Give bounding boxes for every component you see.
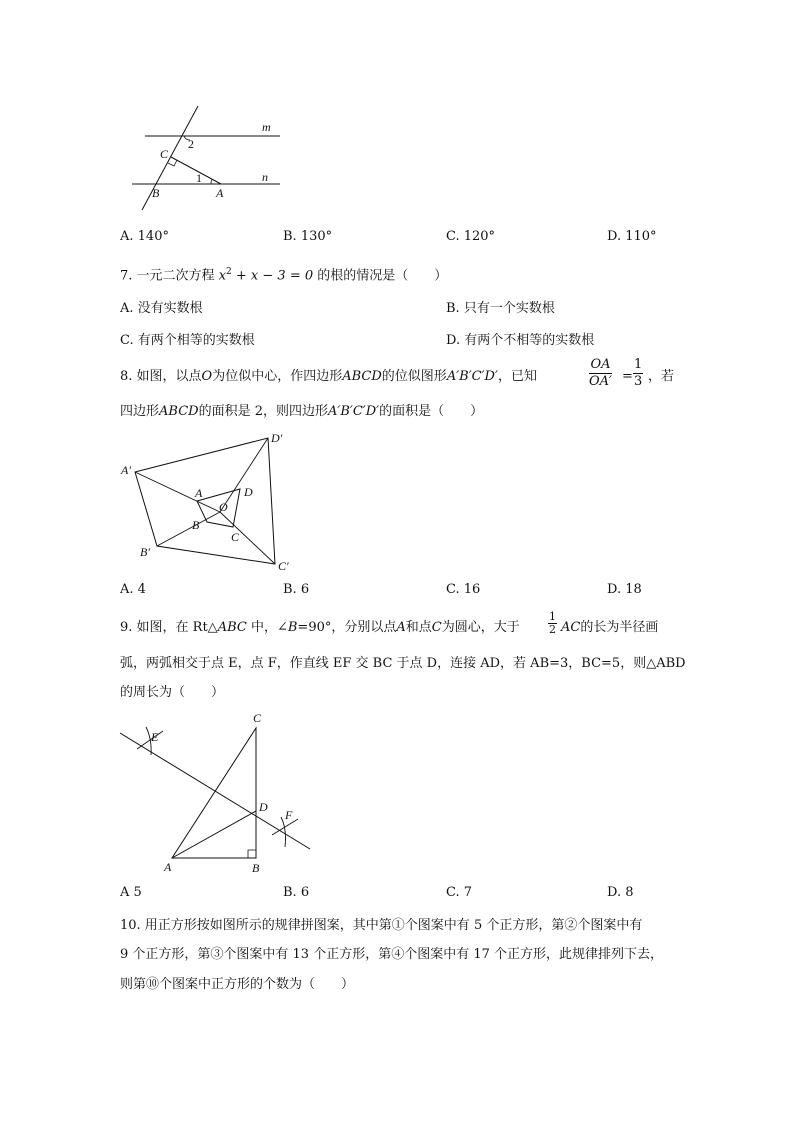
q9-stem-line1-tail xyxy=(561,619,658,637)
label-n: n xyxy=(262,170,268,184)
triangle-abc xyxy=(172,728,256,858)
q8-point-o: O xyxy=(201,369,213,384)
q8-frac1-den: OA′ xyxy=(589,374,612,389)
q9-text-1e: 为圆心，大于 xyxy=(441,620,520,635)
q9-ac: AC xyxy=(561,620,581,635)
q8-fraction-one-third xyxy=(633,357,643,390)
label-a: A xyxy=(195,486,203,500)
label-d: D xyxy=(259,800,268,814)
q7-option-b[interactable]: B. 只有一个实数根 xyxy=(446,301,555,316)
q9-text-1c: =90°，分别以点 xyxy=(297,620,397,635)
q9-point-a: A xyxy=(396,620,406,635)
q9-text-1d: 和点 xyxy=(405,620,432,635)
q9-stem-line1 xyxy=(120,619,520,637)
q8-abcd-2: ABCD xyxy=(159,404,199,419)
q9-point-c: C xyxy=(431,620,442,635)
q8-frac1-num: OA xyxy=(590,357,611,372)
q9-text-1f: 的长为半径画 xyxy=(580,620,659,635)
q8-stem-line1 xyxy=(120,368,537,386)
q8-text-2a: 四边形 xyxy=(120,404,160,419)
q10-stem-line3: 则第⑩个图案中正方形的个数为（ ） xyxy=(120,977,355,992)
q8-figure xyxy=(115,428,305,576)
right-angle-mark xyxy=(168,160,177,166)
label-c-prime: C′ xyxy=(278,559,289,573)
q7-equation-rest: + x − 3 = 0 xyxy=(235,268,314,284)
q9-option-c[interactable]: C. 7 xyxy=(446,885,473,900)
label-b: B xyxy=(252,861,260,875)
label-e: E xyxy=(151,730,159,744)
label-d-prime: D′ xyxy=(271,431,283,445)
q9-figure xyxy=(115,705,320,877)
label-c: C xyxy=(231,530,240,544)
q6-figure xyxy=(120,100,300,220)
outer-quad xyxy=(135,438,275,564)
q8-image-figure: A′B′C′D′ xyxy=(446,369,498,384)
q9-option-d[interactable]: D. 8 xyxy=(607,885,634,900)
q9-option-b[interactable]: B. 6 xyxy=(283,885,310,900)
label-m: m xyxy=(262,120,271,134)
label-f: F xyxy=(285,808,293,822)
q6-option-c[interactable]: C. 120° xyxy=(446,229,496,244)
q8-text-1c: 的位似图形 xyxy=(381,369,447,384)
label-b: B xyxy=(192,518,200,532)
line-ef xyxy=(120,733,310,849)
label-b-prime: B′ xyxy=(140,545,150,559)
q7-prefix: 7. 一元二次方程 xyxy=(120,268,215,284)
q9-stem-line3: 的周长为（ ） xyxy=(120,685,225,700)
label-a: A xyxy=(164,860,172,874)
q7-suffix: 的根的情况是（ ） xyxy=(317,268,448,284)
q8-frac2-den: 3 xyxy=(634,374,643,389)
q9-stem-line2: 弧，两弧相交于点 E，点 F，作直线 EF 交 BC 于点 D，连接 AD，若 AB=3，BC=5，则△ABD xyxy=(120,656,686,671)
q7-exponent: 2 xyxy=(226,267,232,277)
q9-text-1b: 中，∠ xyxy=(246,620,288,635)
q10-stem-line1: 10. 用正方形按如图所示的规律拼图案，其中第①个图案中有 5 个正方形，第②个图案中有 xyxy=(120,918,643,933)
q6-option-b[interactable]: B. 130° xyxy=(283,229,333,244)
transversal xyxy=(142,106,198,210)
q8-text-1e: ，若 xyxy=(648,369,675,384)
q8-equals: = xyxy=(622,369,633,384)
q7-var-x: x xyxy=(218,268,227,284)
q8-text-1a: 8. 如图，以点 xyxy=(120,369,202,384)
q9-fraction-half xyxy=(548,611,557,636)
q6-option-d[interactable]: D. 110° xyxy=(607,229,657,244)
q8-text-1d: ，已知 xyxy=(497,369,537,384)
q7-option-c[interactable]: C. 有两个相等的实数根 xyxy=(120,333,255,348)
q9-half-num: 1 xyxy=(549,610,556,623)
ray-oc xyxy=(220,512,275,564)
right-angle-b xyxy=(248,850,256,858)
q8-text-2b: 的面积是 2，则四边形 xyxy=(198,404,328,419)
q9-option-a[interactable]: A 5 xyxy=(120,885,142,900)
label-a: A xyxy=(216,186,224,200)
label-d: D xyxy=(244,485,253,499)
q7-option-d[interactable]: D. 有两个不相等的实数根 xyxy=(446,333,595,348)
ray-ob xyxy=(157,512,220,546)
q8-fraction-oa xyxy=(589,357,612,390)
q9-half-den: 2 xyxy=(549,623,556,636)
label-c: C xyxy=(160,147,169,161)
q8-option-b[interactable]: B. 6 xyxy=(283,582,310,597)
q8-abcd: ABCD xyxy=(342,369,382,384)
q8-frac2-num: 1 xyxy=(634,357,643,372)
q8-text-2c: 的面积是（ ） xyxy=(379,404,484,419)
q8-stem-line2 xyxy=(120,403,483,421)
label-angle-2: 2 xyxy=(188,137,194,151)
label-angle-1: 1 xyxy=(196,171,202,185)
q8-option-d[interactable]: D. 18 xyxy=(607,582,642,597)
q9-text-1a: 9. 如图，在 Rt△ xyxy=(120,620,218,635)
q9-angle-b: B xyxy=(287,620,298,635)
angle-1-arc xyxy=(211,179,212,184)
q7-option-a[interactable]: A. 没有实数根 xyxy=(120,301,203,316)
q8-option-c[interactable]: C. 16 xyxy=(446,582,481,597)
q10-stem-line2: 9 个正方形，第③个图案中有 13 个正方形，第④个图案中有 17 个正方形，此规律排列下去， xyxy=(120,947,664,962)
label-b: B xyxy=(152,186,160,200)
q9-abc: ABC xyxy=(217,620,247,635)
label-o: O xyxy=(219,500,228,514)
q8-text-1b: 为位似中心，作四边形 xyxy=(212,369,343,384)
label-c: C xyxy=(253,711,262,725)
q8-image-figure-2: A′B′C′D′ xyxy=(327,404,380,419)
ray-oa xyxy=(135,472,220,512)
label-a-prime: A′ xyxy=(121,463,131,477)
q8-option-a[interactable]: A. 4 xyxy=(120,582,146,597)
q7-stem xyxy=(120,263,447,285)
segment-ad xyxy=(172,811,256,858)
q6-option-a[interactable]: A. 140° xyxy=(120,229,169,244)
